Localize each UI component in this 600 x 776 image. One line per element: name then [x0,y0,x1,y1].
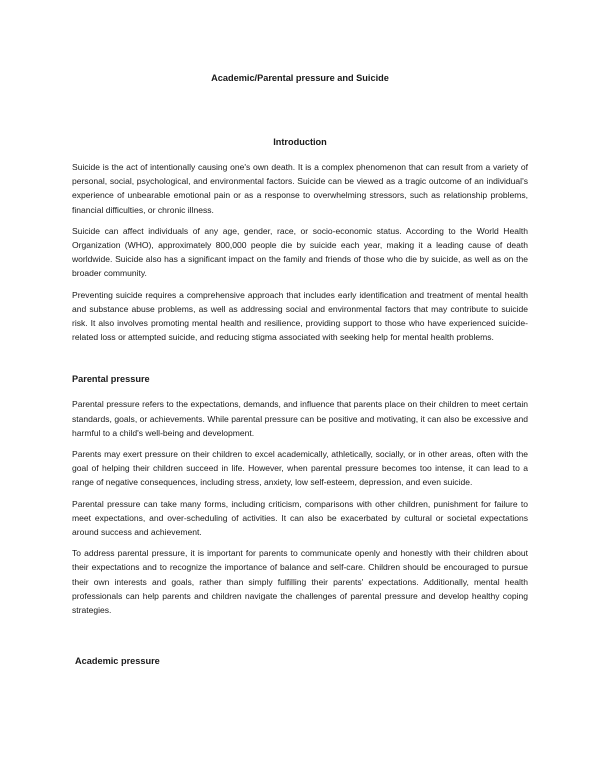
paragraph: Parental pressure can take many forms, including criticism, comparisons with other children, punishment for failure to meet expectations, and over-scheduling of activities. It can also be exacerbated by cultural or societal expectations around success and achievement. [72,498,528,538]
section-heading-introduction: Introduction [273,137,327,147]
paragraph: Suicide can affect individuals of any age, gender, race, or socio-economic status. According to the World Health Organization (WHO), approximately 800,000 people die by suicide each year, making it a leading cause of death worldwide. Suicide also has a significant impact on the family and friends of those who die by suicide, as well as on the broader community. [72,225,528,279]
spacer [72,624,528,655]
paragraph: Preventing suicide requires a comprehensive approach that includes early identification and treatment of mental health and substance abuse problems, as well as addressing social and environmental factors that may contribute to suicide risk. It also involves promoting mental health and resilience, providing support to those who have experienced suicide-related loss or attempted suicide, and reducing stigma associated with seeking help for mental health problems. [72,289,528,343]
paragraph: To address parental pressure, it is important for parents to communicate openly and honestly with their children about their expectations and to recognize the importance of balance and self-care. Children should be encouraged to pursue their own interests and goals, rather than simply fulfilling their parents' expectations. Additionally, mental health professionals can help parents and children navigate the challenges of parental pressure and develop healthy coping strategies. [72,548,528,616]
spacer [72,351,528,373]
section-heading-academic-pressure: Academic pressure [75,656,160,667]
document-title: Academic/Parental pressure and Suicide [211,73,389,83]
paragraph: Parental pressure refers to the expectations, demands, and influence that parents place on their children to meet certain standards, goals, or achievements. While parental pressure can be positive and motivating, it can also be excessive and harmful to a child's well-being and development. [72,399,528,438]
paragraph: Parents may exert pressure on their children to excel academically, athletically, socially, or in other areas, often with the goal of helping their children succeed in life. However, when parental pressure becomes too intense, it can lead to a range of negative consequences, including stress, anxiety, low self-esteem, depression, and even suicide. [72,449,528,488]
section-heading-parental-pressure: Parental pressure [72,374,150,385]
paragraph: Suicide is the act of intentionally causing one's own death. It is a complex phenomenon that can result from a variety of personal, social, psychological, and environmental factors. Suicide can be viewed as a tragic outcome of an individual's experience of unbearable emotional pain or as a response to overwhelming stressors, such as relationship problems, financial difficulties, or chronic illness. [72,162,528,215]
